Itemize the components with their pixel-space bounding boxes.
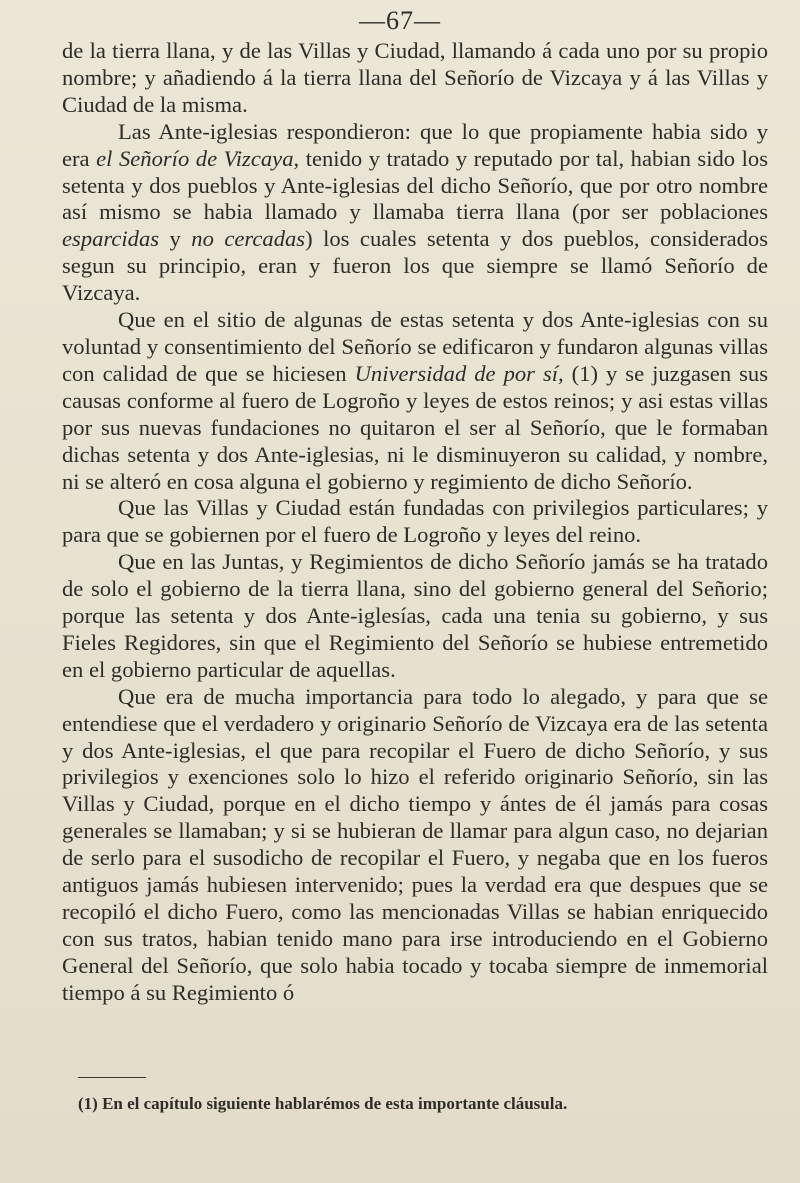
text-run: Las Ante-iglesias respondieron: que lo que propiamente habia sido y era [62,118,768,171]
paragraph [62,684,768,1007]
text-run: Que en el sitio de algunas de estas setenta y dos Ante-iglesias con su voluntad y consentimiento del Señorío se edificaron y fundaron algunas villas con calidad de que se hiciesen [62,307,768,386]
footnote-divider [78,1077,146,1078]
text-run: ) los cuales setenta y dos pueblos, considerados segun su principio, eran y fueron los que siempre se llamó Señorío de Vizcaya. [62,226,769,306]
paragraph [62,307,768,495]
footnote: (1) En el capítulo siguiente hablarémos de esta importante cláusula. [78,1094,568,1113]
body-text [62,38,768,1007]
text-run: de la tierra llana, y de las Villas y Ciudad, llamando á cada uno por su propio nombre; y añadiendo á la tierra llana del Señorío de Vizcaya y á las Villas y Ciudad de la misma. [62,38,768,117]
italic-text: el Señorío de Vizcaya [96,145,294,171]
italic-text: no cercadas [191,226,306,252]
italic-text: Universidad de por sí, [354,360,564,386]
paragraph [62,38,768,119]
paragraph [62,495,768,549]
text-run: Que en las Juntas, y Regimientos de dicho Señorío jamás se ha tratado de solo el gobierno de la tierra llana, sino del gobierno general del Señorio; porque las setenta y dos Ante-iglesías, cada una tenia su gobierno, y sus Fieles Regidores, sin que el Regimiento del Señorío se hubiese entremetido en el gobierno particular de aquellas. [62,549,768,682]
italic-text: esparcidas [62,226,160,252]
page-number: —67— [359,6,441,35]
text-run: (1) y se juzgasen sus causas conforme al fuero de Logroño y leyes de estos reinos; y asi estas villas por sus nuevas fundaciones no quitaron el ser al Señorío, que le formaban dichas setenta y dos Ante-iglesias, ni le disminuyeron su calidad, y nombre, ni se alteró en cosa alguna el gobierno y regimiento de dicho Señorío. [62,360,768,494]
paragraph [62,119,768,307]
text-run: y [159,226,192,252]
text-run: Que era de mucha importancia para todo lo alegado, y para que se entendiese que el verdadero y originario Señorío de Vizcaya era de las setenta y dos Ante-iglesias, el que para recopilar el Fuero de dicho Señorío, y sus privilegios y exenciones solo lo hizo el referido originario Señorío, sin las Villas y Ciudad, porque en el dicho tiempo y ántes de él jamás para cosas generales se llamaban; y si se hubieran de llamar para algun caso, no dejarian de serlo para el susodicho de recopilar el Fuero, y negaba que en los fueros antiguos jamás hubiesen intervenido; pues la verdad era que despues que se recopiló el dicho Fuero, como las mencionadas Villas se habian enriquecido con sus tratos, habian tenido mano para irse introduciendo en el Gobierno General del Señorío, que solo habia tocado y tocaba siempre de inmemorial tiempo á su Regimiento ó [62,683,768,1005]
text-run: Que las Villas y Ciudad están fundadas con privilegios particulares; y para que se gobiernen por el fuero de Logroño y leyes del reino. [62,495,768,548]
paragraph [62,549,768,684]
text-run: , tenido y tratado y reputado por tal, habian sido los setenta y dos pueblos y Ante-iglesias del dicho Señorío, que por otro nombre así mismo se habia llamado y llamaba tierra llana (por ser poblaciones [62,145,768,225]
